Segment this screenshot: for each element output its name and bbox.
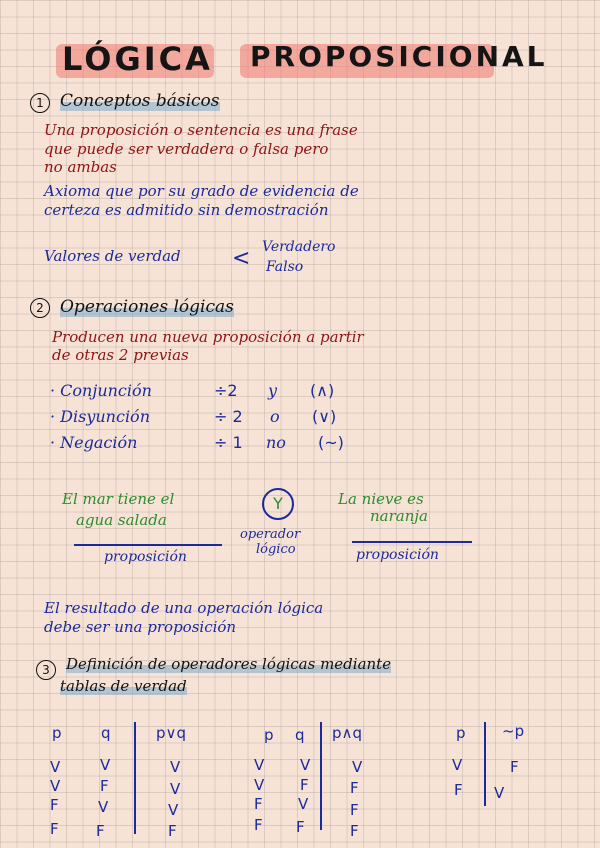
t1-r1-q: V [100,756,111,774]
op-disjunction-name: · Disyunción [50,407,150,426]
section-3-heading-line-2: tablas de verdad [60,677,187,695]
t2-r2-p: V [254,776,265,794]
t3-r1-p: V [452,756,463,774]
definition-line-2: que puede ser verdadera o falsa pero [44,140,329,158]
result-line-1: El resultado de una operación lógica [44,599,324,617]
op-disjunction-word: o [270,407,280,426]
truth-values-bracket: < [232,246,251,271]
left-proposition-line [74,544,222,546]
right-proposition-caption: proposición [356,547,439,563]
op-conjunction-word: y [268,381,278,400]
section-2-number: 2 [30,298,50,318]
t2-r3-q: V [298,795,309,813]
t1-header-q: q [101,724,111,742]
t2-r2-q: F [300,776,309,794]
t2-r4-res: F [350,822,359,840]
operator-caption-line-2: lógico [256,542,296,557]
t2-header-p: p [264,726,274,744]
t3-r2-p: F [454,781,463,799]
section-3-number: 3 [36,660,56,680]
t1-r1-p: V [50,758,61,776]
t3-header-p: p [456,724,466,742]
op-negation-name: · Negación [50,433,138,452]
result-line-2: debe ser una proposición [44,618,237,636]
t1-r2-p: V [50,777,61,795]
t1-r2-res: V [170,780,181,798]
op-conjunction-arity: ÷2 [214,381,238,400]
section-2-heading: Operaciones lógicas [60,297,234,317]
t2-r1-q: V [300,756,311,774]
t2-r1-res: V [352,758,363,776]
t3-r1-res: F [510,758,519,776]
t2-r2-res: F [350,779,359,797]
op-conjunction-symbol: (∧) [310,381,335,400]
op-disjunction-symbol: (∨) [312,407,337,426]
truth-value-false: Falso [266,259,304,275]
truth-values-label: Valores de verdad [44,247,181,265]
t1-r4-p: F [50,820,59,838]
t3-r2-res: V [494,784,505,802]
definition-line-3: no ambas [44,158,117,176]
t3-header-result: ~p [502,722,525,740]
example-right-line-2: naranja [370,507,428,525]
t2-header-result: p∧q [332,724,363,742]
page-title-word-2: PROPOSICIONAL [250,40,548,73]
truth-value-true: Verdadero [262,239,336,255]
t1-r1-res: V [170,758,181,776]
operator-caption-line-1: operador [240,527,301,542]
t2-r3-res: F [350,801,359,819]
t2-r1-p: V [254,756,265,774]
t1-r3-p: F [50,796,59,814]
example-left-line-1: El mar tiene el [62,490,175,508]
section-3-heading-line-1: Definición de operadores lógicas mediante [66,655,392,673]
section-1-heading: Conceptos básicos [60,91,220,111]
t3-divider [484,722,486,806]
t1-header-result: p∨q [156,724,187,742]
page-title-word-1: LÓGICA [62,40,213,78]
op-negation-symbol: (~) [318,433,344,452]
op-negation-arity: ÷ 1 [214,433,243,452]
axiom-line-2: certeza es admitido sin demostración [44,201,329,219]
t2-r3-p: F [254,795,263,813]
t2-r4-p: F [254,816,263,834]
t1-r4-q: F [96,822,105,840]
t1-r3-q: V [98,798,109,816]
axiom-line-1: Axioma que por su grado de evidencia de [44,182,359,200]
t1-header-p: p [52,724,62,742]
op-negation-word: no [266,433,286,452]
example-right-line-1: La nieve es [338,490,424,508]
operations-desc-line-1: Producen una nueva proposición a partir [52,328,364,346]
section-1-number: 1 [30,93,50,113]
t2-r4-q: F [296,818,305,836]
example-left-line-2: agua salada [76,511,167,529]
t1-r2-q: F [100,777,109,795]
left-proposition-caption: proposición [104,549,187,565]
example-connector: Y [262,488,294,520]
t2-divider [320,722,322,830]
definition-line-1: Una proposición o sentencia es una frase [44,121,358,139]
t1-divider [134,722,136,834]
op-disjunction-arity: ÷ 2 [214,407,243,426]
t1-r3-res: V [168,801,179,819]
right-proposition-line [352,541,472,543]
t1-r4-res: F [168,822,177,840]
op-conjunction-name: · Conjunción [50,381,152,400]
t2-header-q: q [295,726,305,744]
operations-desc-line-2: de otras 2 previas [52,346,189,364]
